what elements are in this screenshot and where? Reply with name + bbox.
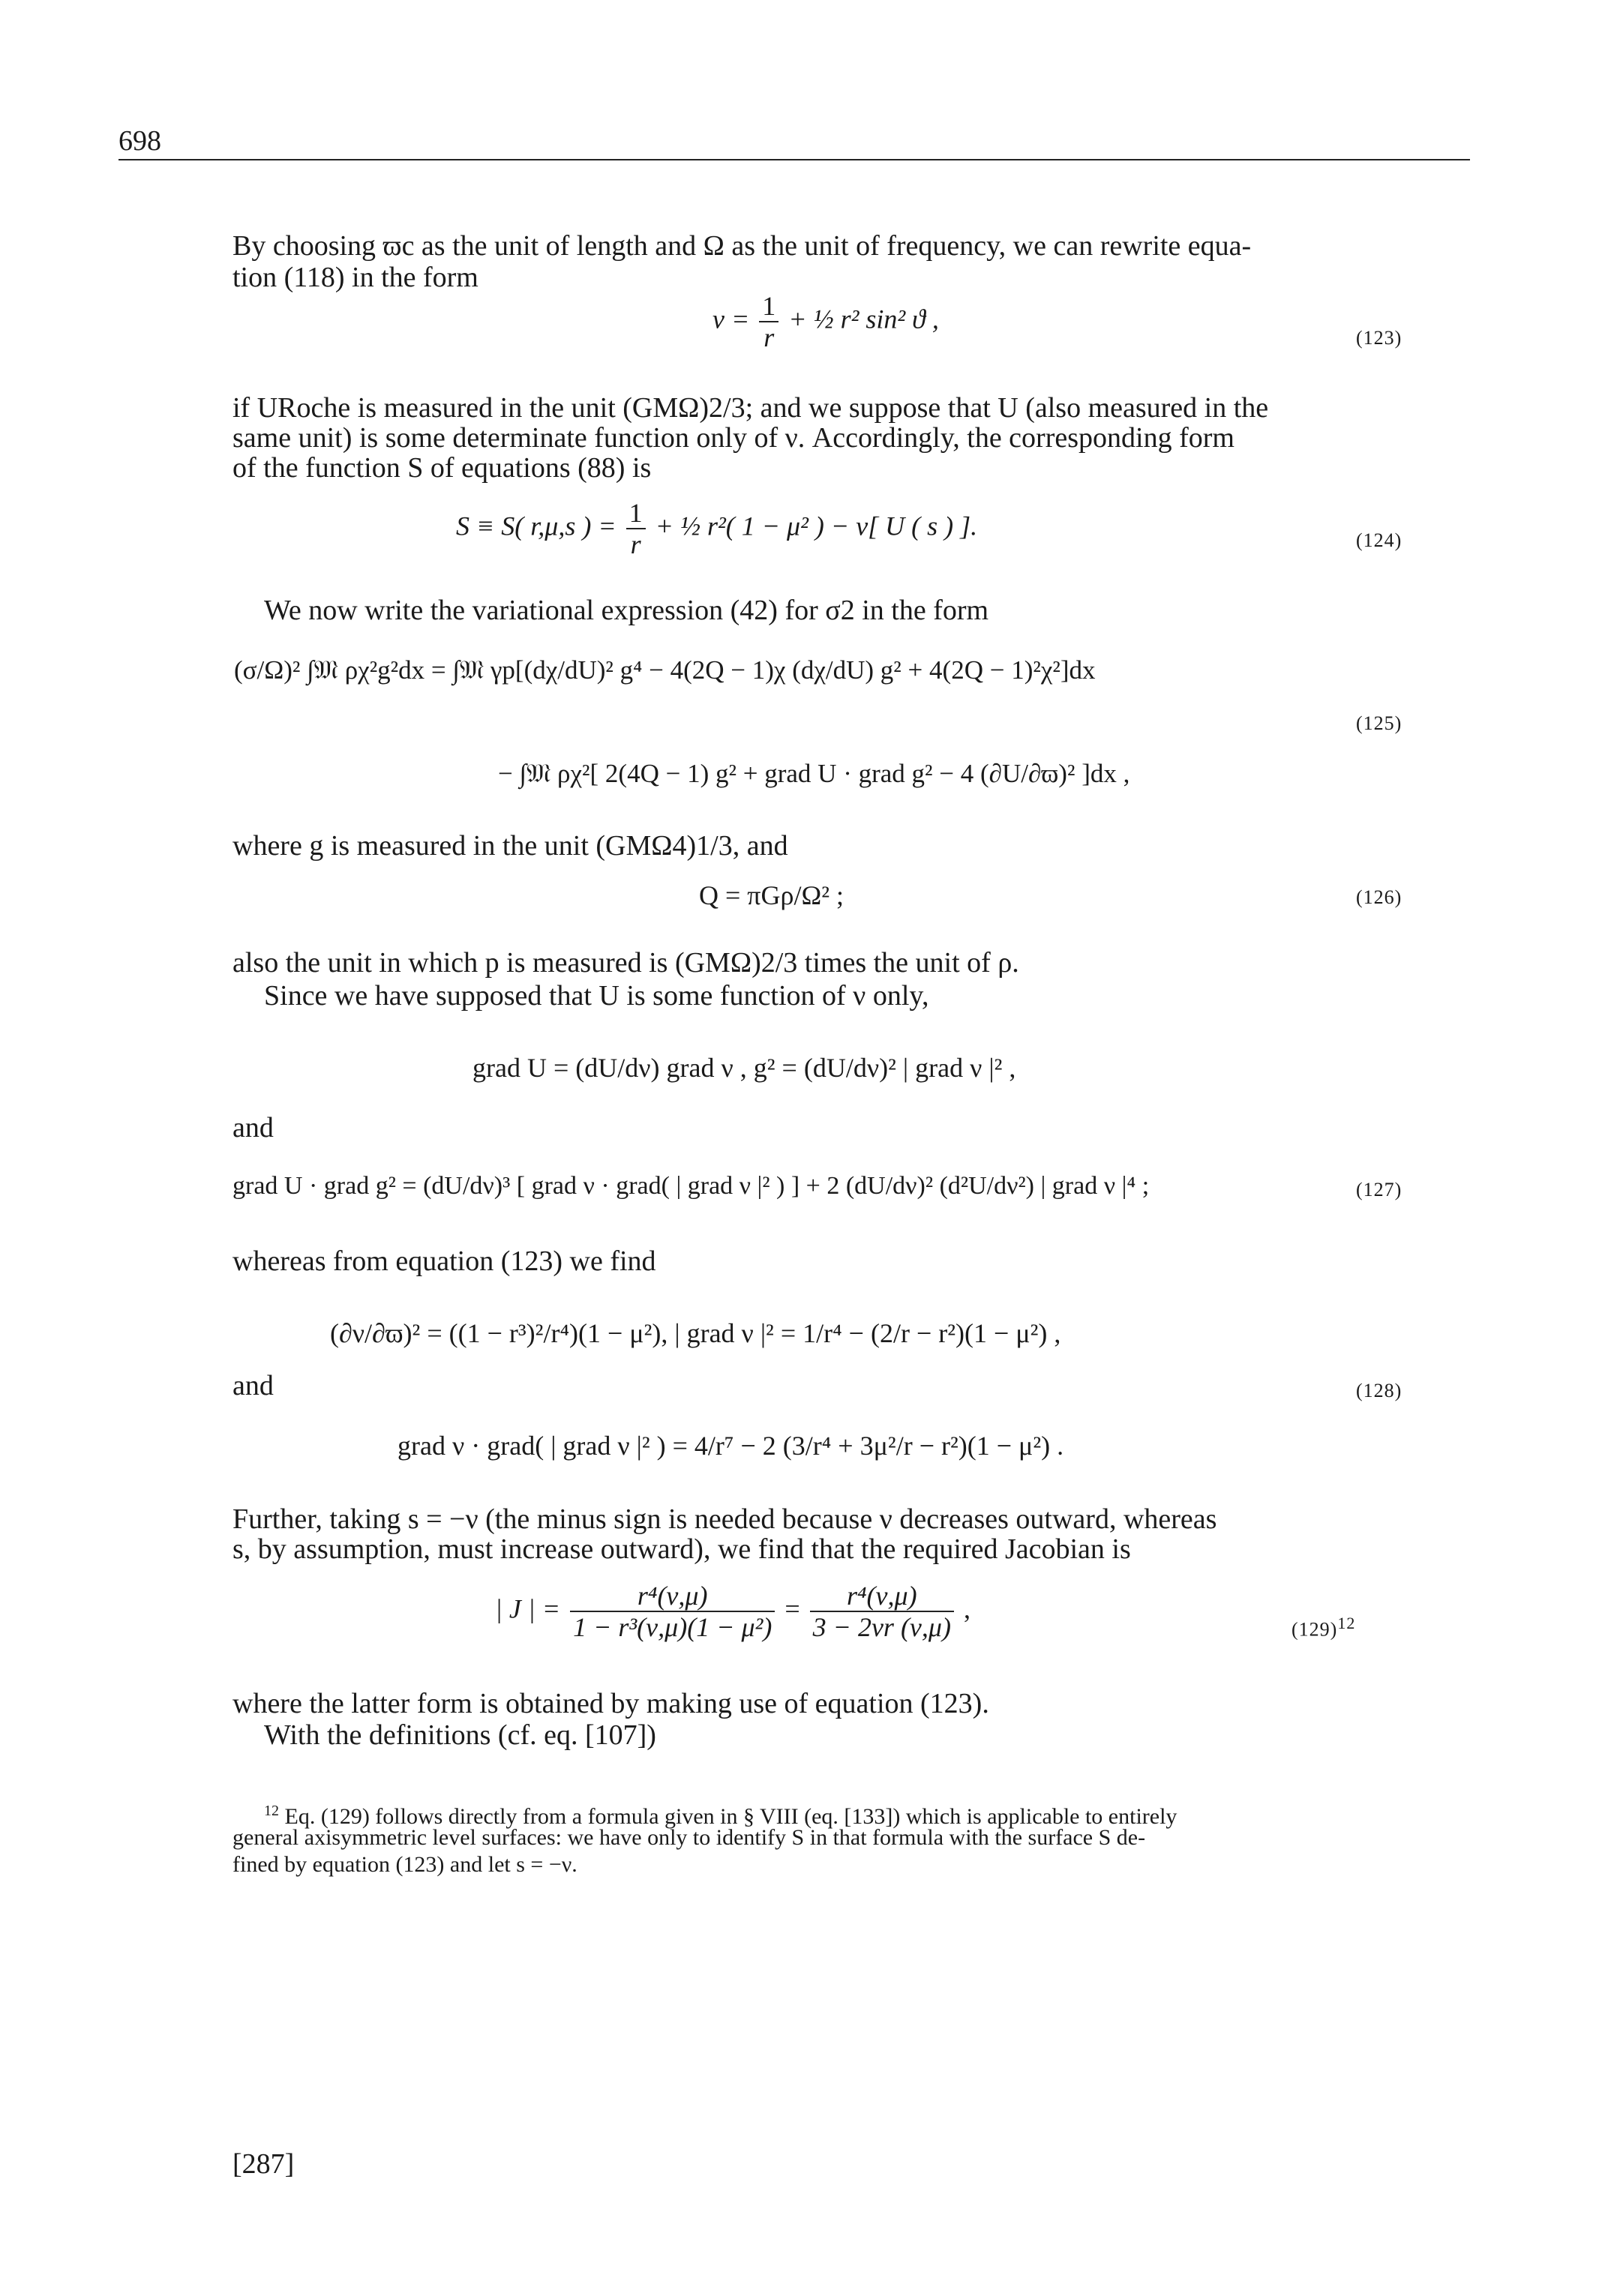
paragraph-line: if URoche is measured in the unit (GMΩ)2/3; and we suppose that U (also measured in the xyxy=(232,392,1269,424)
paragraph-line: s, by assumption, must increase outward), we find that the required Jacobian is xyxy=(232,1533,1131,1565)
equation-number: (128) xyxy=(1356,1380,1402,1401)
equation-number: (125) xyxy=(1356,712,1402,734)
equation-126: Q = πGρ/Ω² ; xyxy=(699,880,844,910)
paragraph-line: where g is measured in the unit (GMΩ4)1/3, and xyxy=(232,830,788,862)
equation-128b: grad ν · grad( | grad ν |² ) = 4/r⁷ − 2 (3/r⁴ + 3μ²/r − r²)(1 − μ²) . xyxy=(398,1431,1064,1461)
equation-127b: grad U · grad g² = (dU/dν)³ [ grad ν · grad( | grad ν |² ) ] + 2 (dU/dν)² (d²U/dν²) | grad ν |⁴ ; xyxy=(232,1172,1150,1200)
equation-128a: (∂ν/∂ϖ)² = ((1 − r³)²/r⁴)(1 − μ²), | grad ν |² = 1/r⁴ − (2/r − r²)(1 − μ²) , xyxy=(330,1318,1061,1348)
paragraph-line: of the function S of equations (88) is xyxy=(232,452,652,484)
page-number: 698 xyxy=(118,125,161,157)
paragraph-line: also the unit in which p is measured is (GMΩ)2/3 times the unit of ρ. xyxy=(232,947,1019,979)
footnote-line: $^{12}$ Eq. (129) follows directly from a formula given in § VIII (eq. [133]) which is applicable to entirely xyxy=(264,1803,1178,1829)
paragraph-line: and xyxy=(232,1370,274,1401)
paragraph-line: We now write the variational expression (42) for σ2 in the form xyxy=(264,595,989,626)
footnote-line: fined by equation (123) and let s = −ν. xyxy=(232,1852,578,1877)
equation-129: | J | = $\frac{\text{r⁴(ν,μ)}}{\text{1 − r³(ν,μ)(1 − μ²)}}$ = $\frac{\text{r⁴(ν,μ)}}{3 - 2\nu r (\nu,\mu)}$ , xyxy=(495,1581,970,1642)
equation-number: (123) xyxy=(1356,327,1402,349)
paragraph-line: where the latter form is obtained by making use of equation (123). xyxy=(232,1688,989,1719)
paragraph-line: and xyxy=(232,1112,274,1144)
equation-number: (127) xyxy=(1356,1179,1402,1200)
equation-number: $(129)^{12}$ xyxy=(1292,1614,1356,1641)
paragraph-line: tion (118) in the form xyxy=(232,262,478,293)
bracket-page-number: [287] xyxy=(232,2148,295,2180)
equation-123: ν = $\frac{1}{r}$ + ½ r² sin² ϑ , xyxy=(712,291,939,352)
paragraph-line: same unit) is some determinate function only of ν. Accordingly, the corresponding form xyxy=(232,422,1234,454)
equation-127a: grad U = (dU/dν) grad ν , g² = (dU/dν)² | grad ν |² , xyxy=(472,1053,1016,1083)
paragraph-line: By choosing ϖc as the unit of length and Ω as the unit of frequency, we can rewrite equa- xyxy=(232,230,1252,262)
footnote-line: general axisymmetric level surfaces: we have only to identify S in that formula with the surface S de- xyxy=(232,1825,1146,1850)
paragraph-line: Further, taking s = −ν (the minus sign is needed because ν decreases outward, whereas xyxy=(232,1503,1217,1535)
equation-125-line-1: (σ/Ω)² ∫𝔐 ρχ²g²dx = ∫𝔐 γp[(dχ/dU)² g⁴ − 4(2Q − 1)χ (dχ/dU) g² + 4(2Q − 1)²χ²]dx xyxy=(234,655,1096,685)
equation-number: (124) xyxy=(1356,529,1402,551)
equation-125-line-2: − ∫𝔐 ρχ²[ 2(4Q − 1) g² + grad U · grad g² − 4 (∂U/∂ϖ)² ]dx , xyxy=(498,759,1130,788)
paragraph-line: whereas from equation (123) we find xyxy=(232,1245,656,1277)
footnote-mark: 12 xyxy=(264,1803,279,1819)
paragraph-line: Since we have supposed that U is some function of ν only, xyxy=(264,980,929,1012)
equation-124: S ≡ S( r,μ,s ) = $\frac{1}{r}$ + ½ r²( 1 − μ² ) − ν[ U ( s ) ]. xyxy=(456,498,978,559)
header-rule xyxy=(118,159,1470,160)
equation-number: (126) xyxy=(1356,886,1402,908)
paragraph-line: With the definitions (cf. eq. [107]) xyxy=(264,1719,656,1751)
